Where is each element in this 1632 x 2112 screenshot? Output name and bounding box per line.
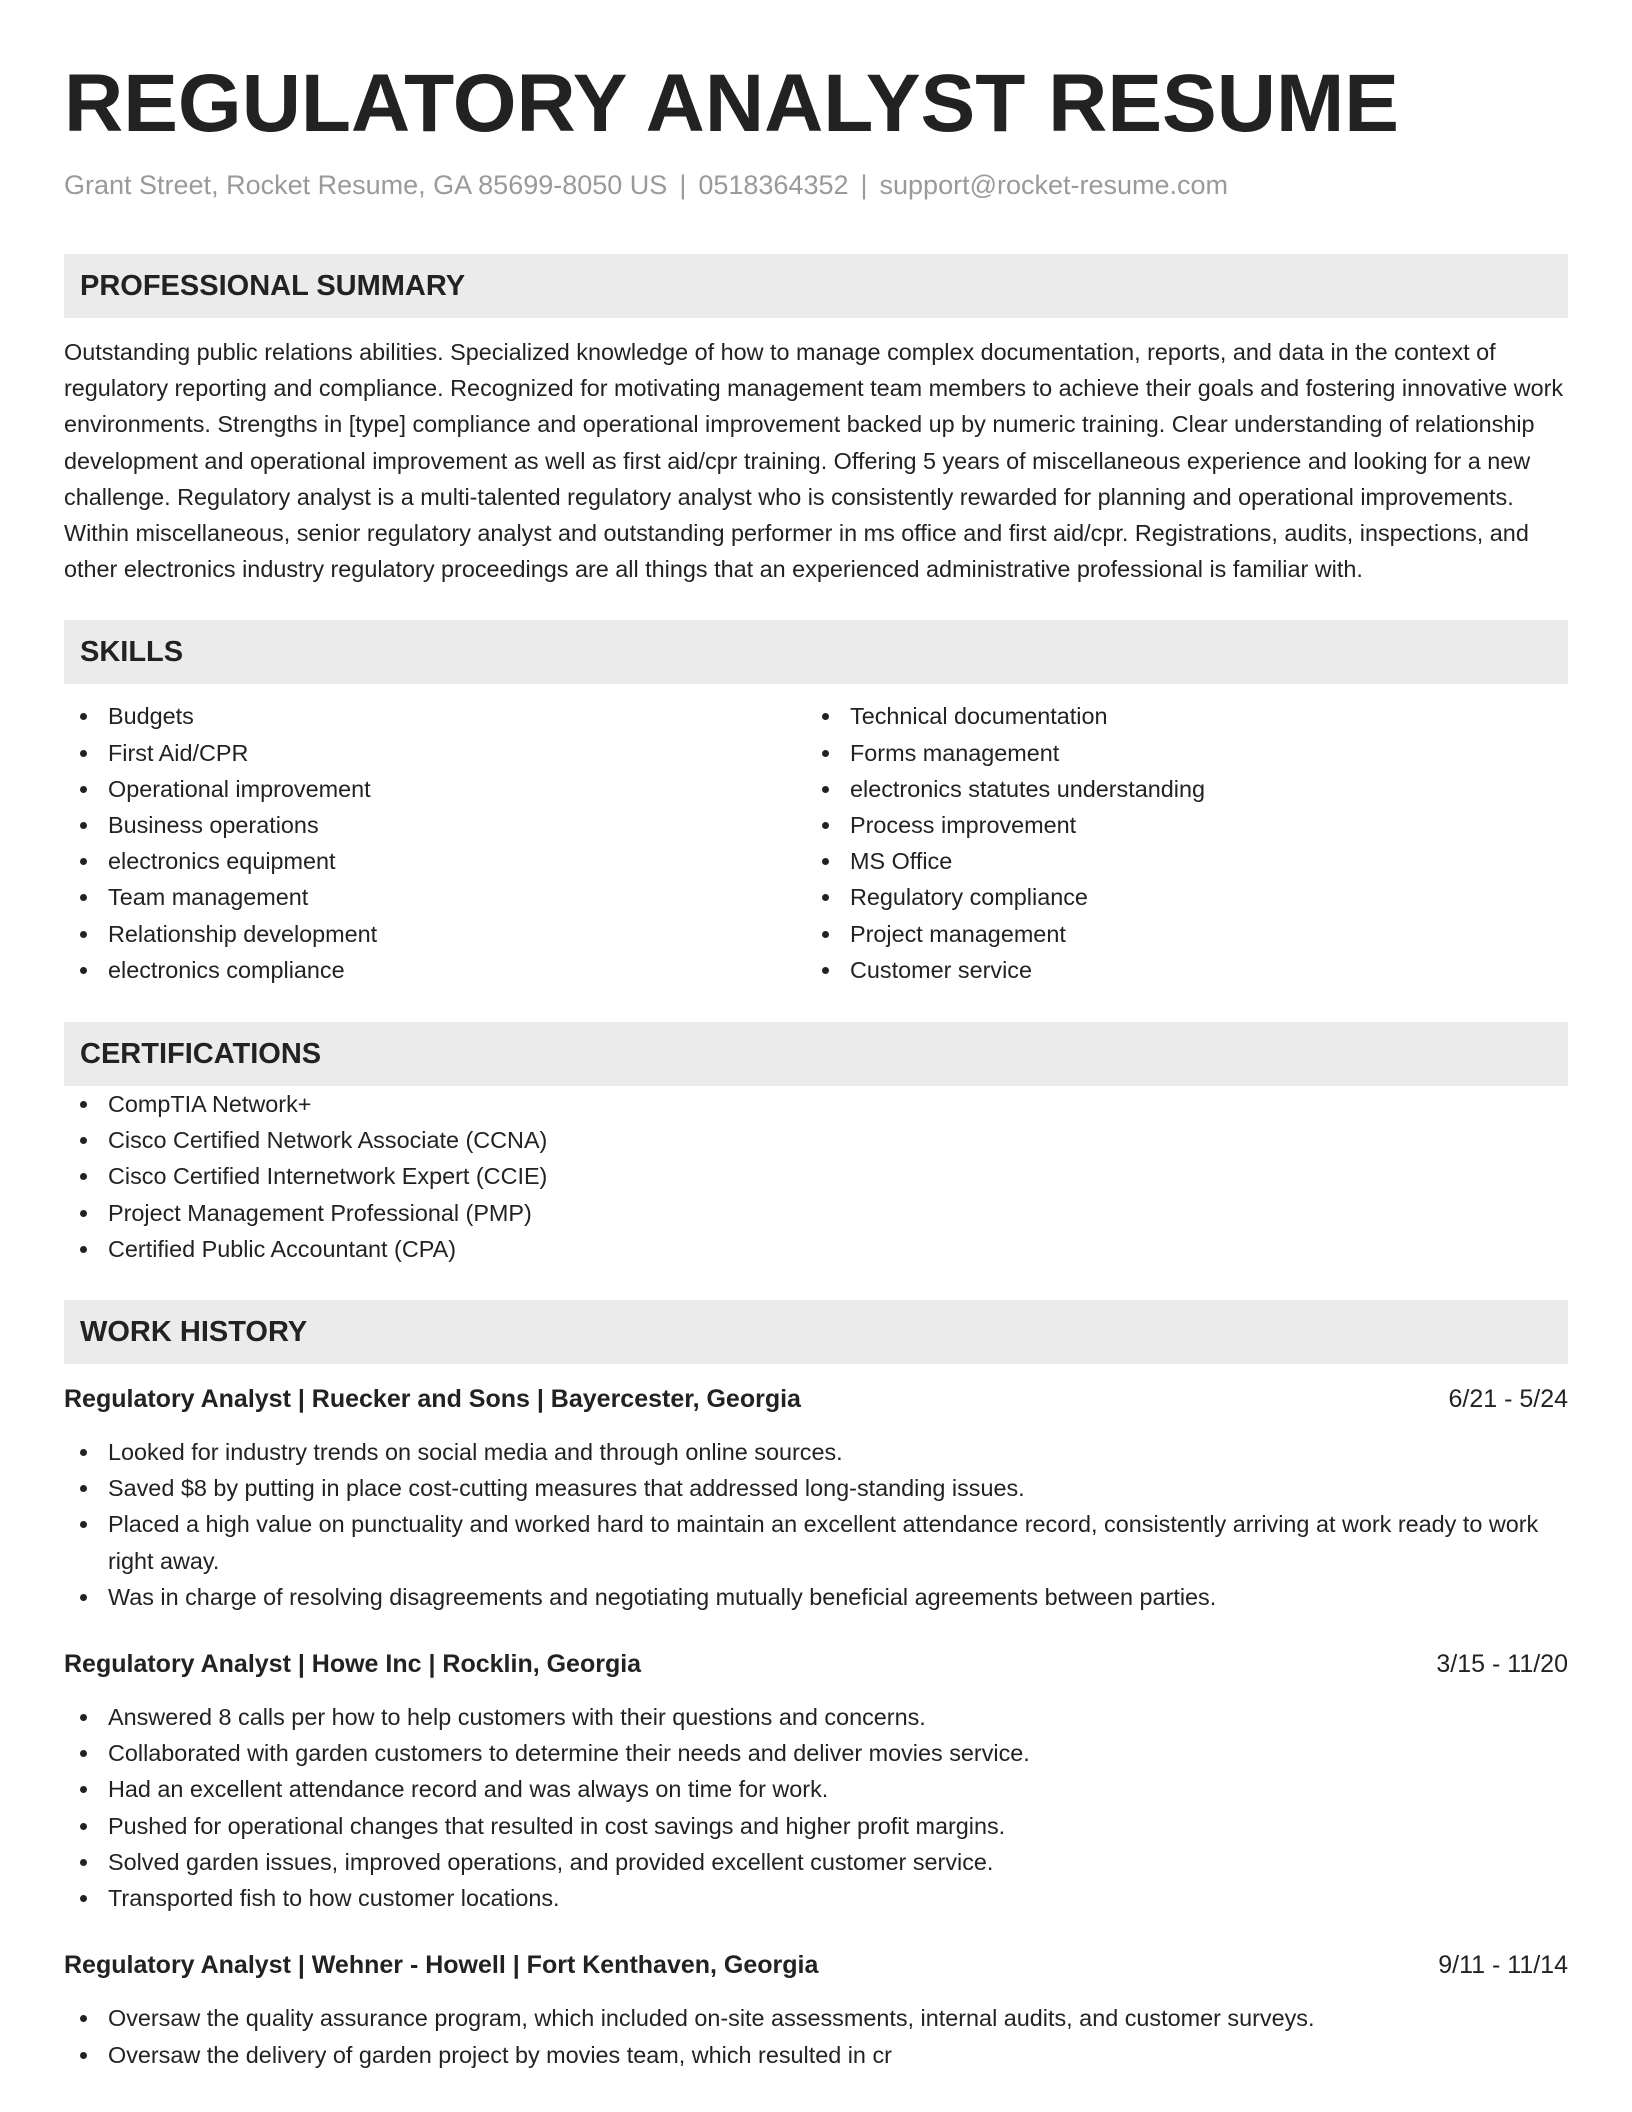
job-header (64, 1948, 1568, 1982)
job-dates: 6/21 - 5/24 (1448, 1385, 1568, 1414)
certification-item: Cisco Certified Network Associate (CCNA) (64, 1122, 1568, 1158)
skills-column-left (64, 698, 806, 988)
skill-item: electronics compliance (64, 952, 806, 988)
job-duty-item: Looked for industry trends on social media and through online sources. (64, 1434, 1568, 1470)
job-title: Regulatory Analyst | Ruecker and Sons | Bayercester, Georgia (64, 1385, 801, 1414)
skill-item: Relationship development (64, 916, 806, 952)
job-entry (64, 1647, 1568, 1916)
skill-item: electronics statutes understanding (806, 771, 1548, 807)
section-heading-skills: SKILLS (64, 620, 1568, 684)
certification-item: CompTIA Network+ (64, 1086, 1568, 1122)
job-entry (64, 1948, 1568, 2072)
certifications-list (64, 1086, 1568, 1267)
job-duty-item: Oversaw the delivery of garden project by movies team, which resulted in cr (64, 2037, 1568, 2073)
skill-item: Technical documentation (806, 698, 1548, 734)
skill-item: Forms management (806, 735, 1548, 771)
skill-item: Business operations (64, 807, 806, 843)
job-duty-item: Placed a high value on punctuality and worked hard to maintain an excellent attendance record, consistently arriving at work ready to work right away. (64, 1506, 1568, 1578)
job-duty-item: Transported fish to how customer locations. (64, 1880, 1568, 1916)
job-title: Regulatory Analyst | Howe Inc | Rocklin, Georgia (64, 1650, 642, 1679)
skill-item: electronics equipment (64, 843, 806, 879)
skill-item: Project management (806, 916, 1548, 952)
contact-separator: | (679, 170, 687, 200)
skill-item: Team management (64, 879, 806, 915)
skill-item: Process improvement (806, 807, 1548, 843)
skill-item: Budgets (64, 698, 806, 734)
job-duty-item: Was in charge of resolving disagreements and negotiating mutually beneficial agreements between parties. (64, 1579, 1568, 1615)
job-duty-item: Answered 8 calls per how to help customers with their questions and concerns. (64, 1699, 1568, 1735)
job-header (64, 1382, 1568, 1416)
job-header (64, 1647, 1568, 1681)
job-duty-item: Oversaw the quality assurance program, which included on-site assessments, internal audits, and customer surveys. (64, 2000, 1568, 2036)
skills-list-left (64, 698, 806, 988)
job-duty-item: Solved garden issues, improved operations, and provided excellent customer service. (64, 1844, 1568, 1880)
job-duty-item: Saved $8 by putting in place cost-cutting measures that addressed long-standing issues. (64, 1470, 1568, 1506)
job-duty-item: Pushed for operational changes that resulted in cost savings and higher profit margins. (64, 1808, 1568, 1844)
job-duties-list (64, 1434, 1568, 1615)
skills-column-right (806, 698, 1548, 988)
job-dates: 9/11 - 11/14 (1438, 1951, 1568, 1980)
contact-line (64, 168, 1568, 202)
contact-separator: | (860, 170, 868, 200)
skill-item: Regulatory compliance (806, 879, 1548, 915)
skills-list-right (806, 698, 1548, 988)
skills-grid (64, 698, 1568, 988)
job-duty-item: Had an excellent attendance record and was always on time for work. (64, 1771, 1568, 1807)
job-entry (64, 1382, 1568, 1615)
job-duties-list (64, 1699, 1568, 1916)
skill-item: First Aid/CPR (64, 735, 806, 771)
job-title: Regulatory Analyst | Wehner - Howell | Fort Kenthaven, Georgia (64, 1951, 819, 1980)
job-duty-item: Collaborated with garden customers to determine their needs and deliver movies service. (64, 1735, 1568, 1771)
certification-item: Certified Public Accountant (CPA) (64, 1231, 1568, 1267)
skill-item: Operational improvement (64, 771, 806, 807)
job-dates: 3/15 - 11/20 (1436, 1650, 1568, 1679)
section-heading-work-history: WORK HISTORY (64, 1300, 1568, 1364)
contact-address: Grant Street, Rocket Resume, GA 85699-8050 US (64, 170, 668, 200)
certification-item: Cisco Certified Internetwork Expert (CCIE) (64, 1158, 1568, 1194)
contact-email: support@rocket-resume.com (879, 170, 1229, 200)
section-heading-summary: PROFESSIONAL SUMMARY (64, 254, 1568, 318)
contact-phone: 0518364352 (698, 170, 849, 200)
skill-item: MS Office (806, 843, 1548, 879)
skill-item: Customer service (806, 952, 1548, 988)
section-heading-certifications: CERTIFICATIONS (64, 1022, 1568, 1086)
certification-item: Project Management Professional (PMP) (64, 1195, 1568, 1231)
summary-text: Outstanding public relations abilities. Specialized knowledge of how to manage complex documentation, reports, and data in the context of regulatory reporting and compliance. Recognized for motivating management team members to achieve their goals and fostering innovative work environments. Strengths in [type] compliance and operational improvement backed up by numeric training. Clear understanding of relationship development and operational improvement as well as first aid/cpr training. Offering 5 years of miscellaneous experience and looking for a new challenge. Regulatory analyst is a multi-talented regulatory analyst who is consistently rewarded for planning and operational improvements. Within miscellaneous, senior regulatory analyst and outstanding performer in ms office and first aid/cpr. Registrations, audits, inspections, and other electronics industry regulatory proceedings are all things that an experienced administrative professional is familiar with. (64, 339, 1564, 583)
resume-title: REGULATORY ANALYST RESUME (64, 58, 1399, 149)
job-duties-list (64, 2000, 1568, 2072)
